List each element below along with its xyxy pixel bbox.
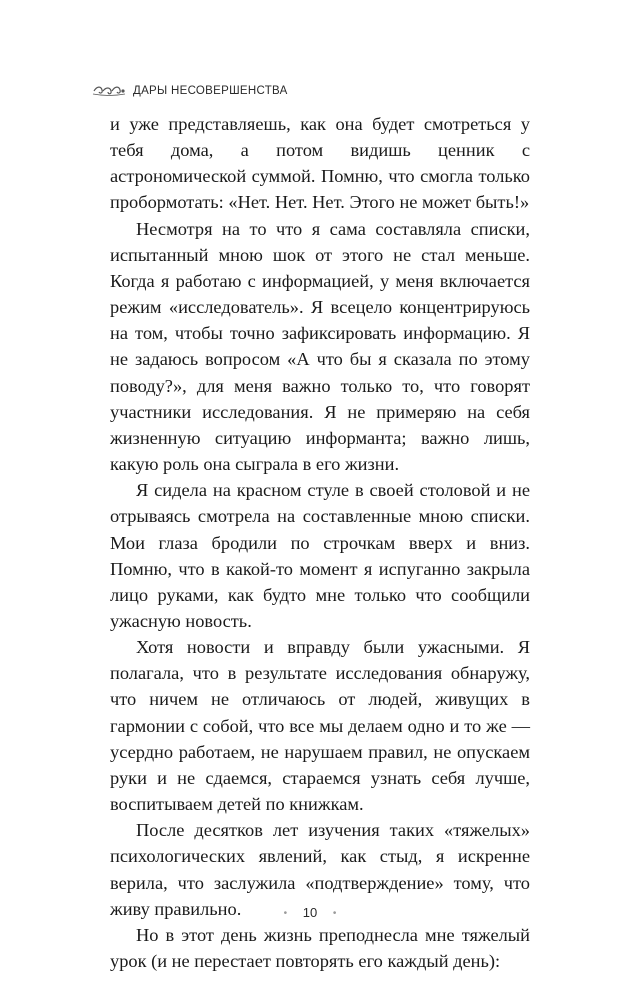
paragraph: Хотя новости и вправду были ужасными. Я полагала, что в результате исследования обнаружу, что ничем не отличаюсь от людей, живущих в гармонии с собой, что все мы делаем одно и то же — усердно работаем, не нарушаем правил, не опускаем руки и не сдаемся, стараемся узнать себя лучше, воспитываем детей по книжкам.	[110, 637, 530, 815]
running-head	[92, 82, 288, 100]
paragraph: После десятков лет изучения таких «тяжелых» психологических явлений, как стыд, я искренне верила, что заслужила «подтверждение» тому, что живу правильно.	[110, 820, 530, 919]
running-title: ДАРЫ НЕСОВЕРШЕНСТВА	[133, 85, 288, 97]
page-number: 10	[302, 905, 318, 920]
folio-bullet-right: •	[332, 908, 337, 919]
folio-bullet-left: •	[283, 908, 288, 919]
paragraph: и уже представляешь, как она будет смотреться у тебя дома, а потом видишь ценник с астрономической суммой. Помню, что смогла только пробормотать: «Нет. Нет. Нет. Этого не может быть!»	[110, 114, 530, 213]
paragraph: Несмотря на то что я сама составляла списки, испытанный мною шок от этого не стал меньше. Когда я работаю с информацией, у меня включается режим «исследователь». Я всецело концентрируюсь на том, чтобы точно зафиксировать информацию. Я не задаюсь вопросом «А что бы я сказала по этому поводу?», для меня важно только то, что говорят участники исследования. Я не примеряю на себя жизненную ситуацию информанта; важно лишь, какую роль она сыграла в его жизни.	[110, 218, 530, 475]
page-folio	[0, 905, 620, 920]
paragraph: Я сидела на красном стуле в своей столовой и не отрываясь смотрела на составленные мною списки. Мои глаза бродили по строчкам вверх и вниз. Помню, что в какой-то момент я испуганно закрыла лицо руками, как будто мне только что сообщили ужасную новость.	[110, 480, 530, 631]
swirl-ornament-icon	[92, 85, 126, 97]
body-text	[110, 111, 530, 974]
paragraph: Но в этот день жизнь преподнесла мне тяжелый урок (и не перестает повторять его каждый день):	[110, 924, 530, 971]
